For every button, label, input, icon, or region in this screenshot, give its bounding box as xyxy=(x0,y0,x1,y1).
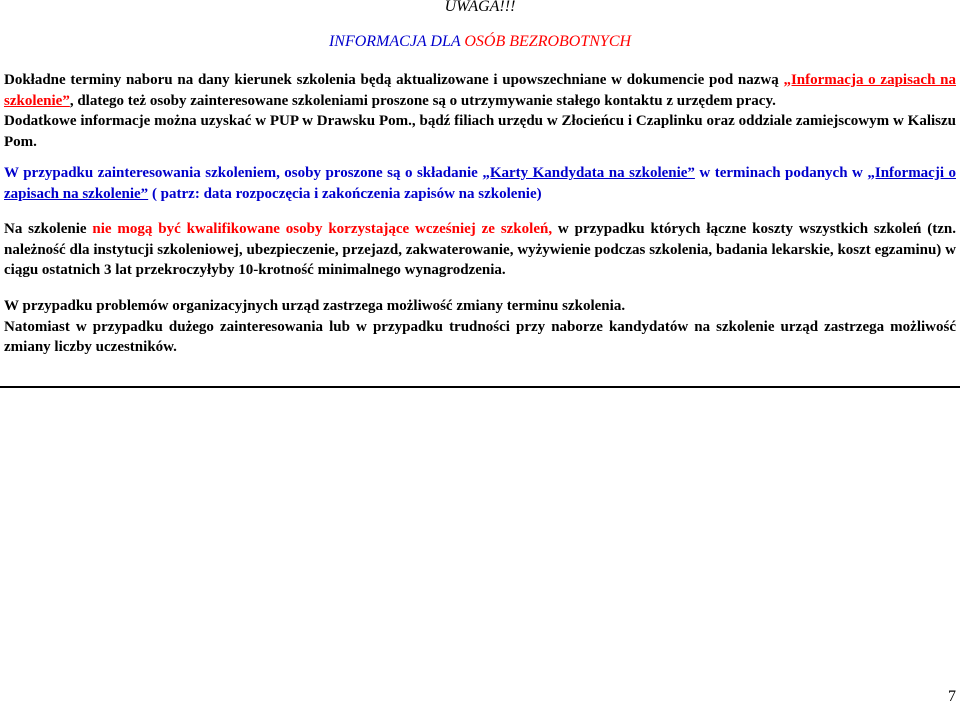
p1-text-3: Dodatkowe informacje można uzyskać w PUP w Drawsku Pom., bądź filiach urzędu w Złocieńcu i Czaplinku oraz oddziale zamiejscowym w Kaliszu Pom. xyxy=(4,113,956,151)
p4-text-1: W przypadku problemów organizacyjnych urząd zastrzega możliwość zmiany terminu szkolenia. xyxy=(4,298,626,314)
horizontal-divider xyxy=(0,386,960,388)
paragraph-organization xyxy=(4,296,956,358)
p2-text-3: ( patrz: data rozpoczęcia i zakończenia zapisów na szkolenie) xyxy=(148,185,542,202)
p3-text-2: w przypadku których łączne koszty wszystkich szkoleń (tzn. należność dla instytucji szkoleniowej, ubezpieczenie, przejazd, zakwaterowanie, wyżywienie podczas szkolenia, badania lekarskie, koszt egzaminu) w ciągu ostatnich 3 lat przekroczyłyby 10-krotność minimalnego wynagrodzenia. xyxy=(4,221,956,279)
paragraph-dates xyxy=(4,70,956,153)
p1-info-link[interactable]: „Informacja o zapisach na szkolenie” xyxy=(4,72,956,109)
p1-text-1: Dokładne terminy naboru na dany kierunek szkolenia będą aktualizowane i upowszechniane w dokumencie pod nazwą xyxy=(4,72,784,88)
p1-text-2: , dlatego też osoby zainteresowane szkoleniami proszone są o utrzymywanie stałego kontaktu z urzędem pracy. xyxy=(69,92,776,109)
p3-text-1: Na szkolenie xyxy=(4,221,93,237)
p2-text-1: W przypadku zainteresowania szkoleniem, osoby proszone są o składanie xyxy=(4,165,483,181)
p2-text-2: w terminach podanych w xyxy=(694,165,868,181)
paragraph-application xyxy=(4,163,956,204)
p2-info-link[interactable]: „Informacji o zapisach na szkolenie” xyxy=(4,165,956,202)
warning-heading xyxy=(0,0,960,16)
info-heading xyxy=(0,33,960,51)
info-heading-black: INFORMACJA DLA xyxy=(328,33,465,50)
paragraph-eligibility xyxy=(4,219,956,281)
page-number: 7 xyxy=(948,688,956,705)
p2-card-link[interactable]: „Karty Kandydata na szkolenie” xyxy=(482,165,695,181)
p4-text-2: Natomiast w przypadku dużego zainteresowania lub w przypadku trudności przy naborze kandydatów na szkolenie urząd zastrzega możliwość zmiany liczby uczestników. xyxy=(4,318,956,356)
warning-text: UWAGA!!! xyxy=(444,0,516,15)
p3-red-warning: nie mogą być kwalifikowane osoby korzystające wcześniej ze szkoleń, xyxy=(92,221,553,237)
info-heading-red: OSÓB BEZROBOTNYCH xyxy=(464,33,632,50)
